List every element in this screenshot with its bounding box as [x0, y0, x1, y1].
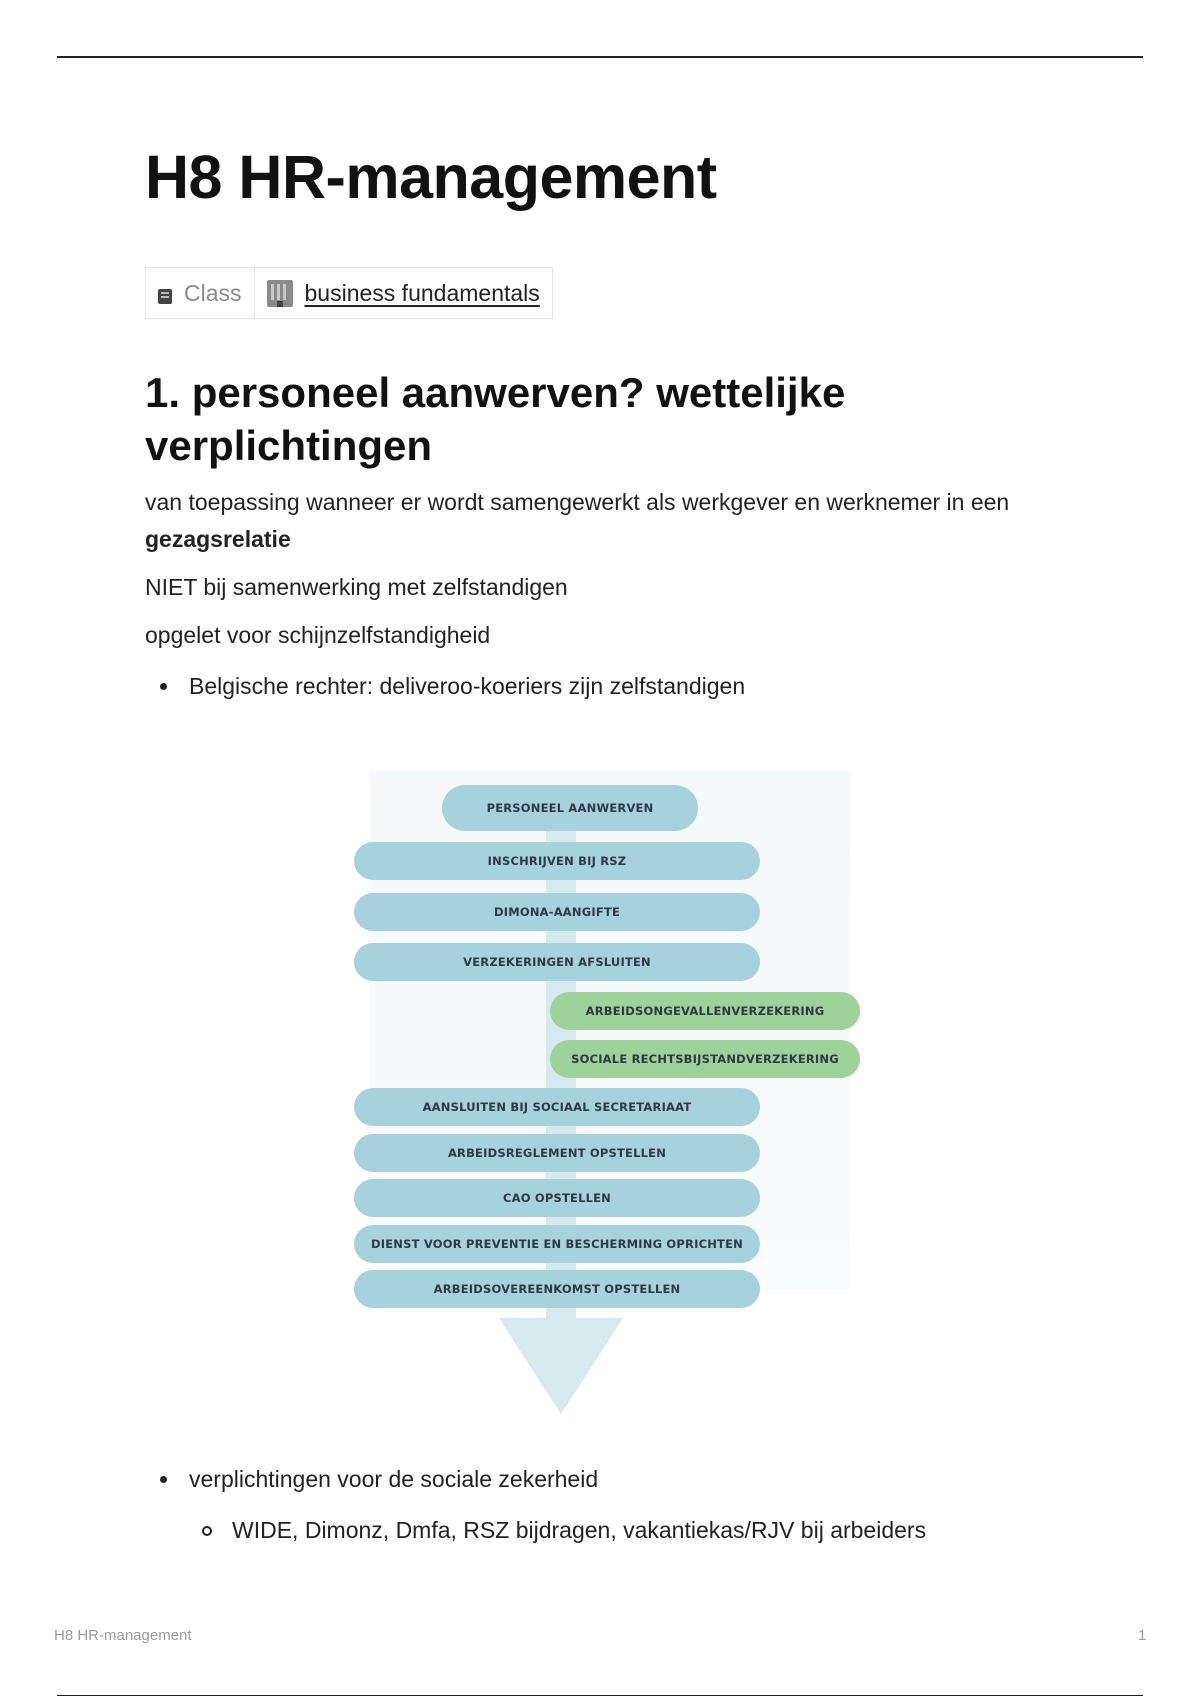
top-rule — [57, 56, 1143, 58]
bold-term: gezagsrelatie — [145, 526, 291, 552]
flow-step-inschrijven-rsz: INSCHRIJVEN BIJ RSZ — [354, 842, 760, 880]
footer-title: H8 HR-management — [54, 1627, 192, 1644]
paragraph-text: van toepassing wanneer er wordt samengewerkt als werkgever en werknemer in een — [145, 489, 1010, 515]
flow-step-preventie: DIENST VOOR PREVENTIE EN BESCHERMING OPRICHTEN — [354, 1225, 760, 1263]
property-value[interactable] — [255, 268, 552, 318]
sub-list-item-text: WIDE, Dimonz, Dmfa, RSZ bijdragen, vakantiekas/RJV bij arbeiders — [232, 1517, 927, 1543]
property-key-label: Class — [184, 279, 242, 306]
flow-step-dimona: DIMONA-AANGIFTE — [354, 893, 760, 931]
list-item-text: Belgische rechter: deliveroo-koeriers zijn zelfstandigen — [189, 673, 746, 699]
flow-diagram — [340, 770, 880, 1430]
building-icon — [267, 280, 293, 307]
paragraph-gezagsrelatie — [145, 484, 1075, 558]
page-number: 1 — [1138, 1627, 1147, 1644]
section-heading: 1. personeel aanwerven? wettelijke verplichtingen — [145, 369, 846, 469]
flow-step-rechtsbijstand: SOCIALE RECHTSBIJSTANDVERZEKERING — [550, 1040, 860, 1078]
flow-step-verzekeringen: VERZEKERINGEN AFSLUITEN — [354, 943, 760, 981]
flow-step-arbeidsovereenkomst: ARBEIDSOVEREENKOMST OPSTELLEN — [354, 1270, 760, 1308]
property-value-link[interactable]: business fundamentals — [304, 279, 540, 306]
bullet-dot — [160, 1476, 167, 1483]
page-title: H8 HR-management — [145, 143, 717, 211]
flow-step-arbeidsreglement: ARBEIDSREGLEMENT OPSTELLEN — [354, 1134, 760, 1172]
flow-step-arbeidsongevallen: ARBEIDSONGEVALLENVERZEKERING — [550, 992, 860, 1030]
flow-step-personeel-aanwerven: PERSONEEL AANWERVEN — [442, 785, 698, 831]
property-key — [146, 268, 255, 318]
bullet-circle — [202, 1526, 212, 1536]
list-icon — [158, 289, 172, 304]
list-item-text: verplichtingen voor de sociale zekerheid — [189, 1466, 599, 1492]
bottom-rule — [57, 1695, 1143, 1696]
property-row — [145, 267, 553, 319]
flow-step-sociaal-secretariaat: AANSLUITEN BIJ SOCIAAL SECRETARIAAT — [354, 1088, 760, 1126]
down-arrow-icon — [499, 1318, 623, 1414]
bullet-dot — [160, 683, 167, 690]
flow-step-cao: CAO OPSTELLEN — [354, 1179, 760, 1217]
paragraph-zelfstandigen: NIET bij samenwerking met zelfstandigen — [145, 574, 568, 600]
paragraph-schijnzelfstandigheid: opgelet voor schijnzelfstandigheid — [145, 622, 491, 648]
